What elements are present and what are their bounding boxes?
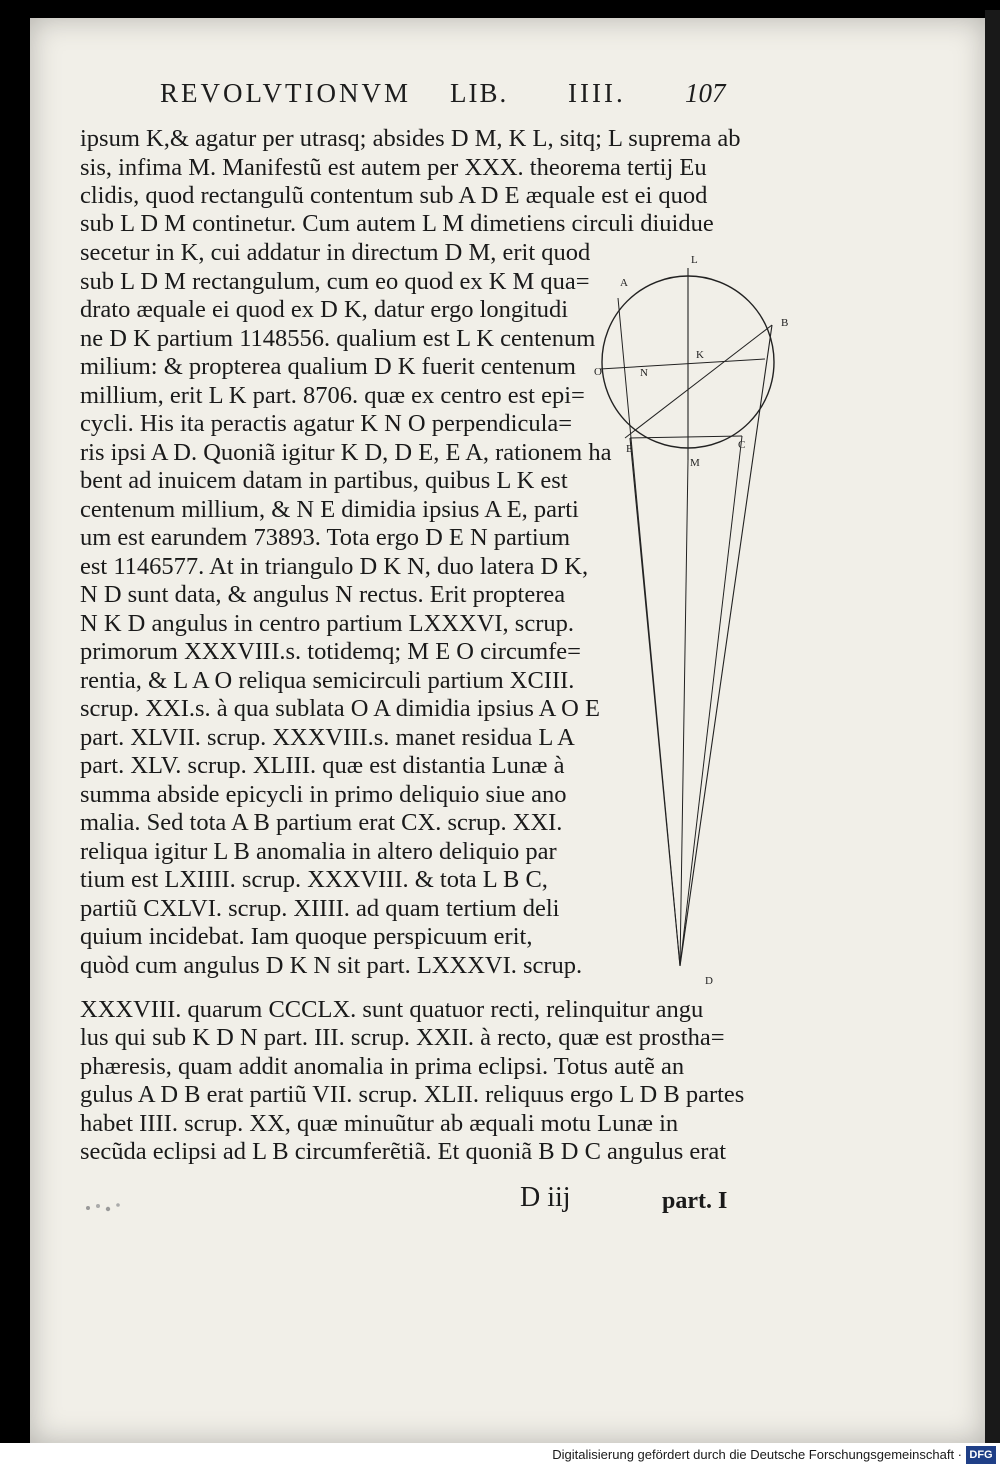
text-line: sis, infima M. Manifestũ est autem per XXX. theorema tertij Eu (80, 154, 707, 181)
text-line: part. XLVII. scrup. XXXVIII.s. manet residua L A (80, 724, 575, 751)
text-line: tium est LXIIII. scrup. XXXVIII. & tota L B C, (80, 866, 548, 893)
label-M: M (690, 457, 700, 469)
text-line: clidis, quod rectangulũ contentum sub A D E æquale est ei quod (80, 182, 708, 209)
text-line: quòd cum angulus D K N sit part. LXXXVI. scrup. (80, 952, 583, 979)
text-line: part. XLV. scrup. XLIII. quæ est distantia Lunæ à (80, 752, 565, 779)
text-line: ris ipsi A D. Quoniã igitur K D, D E, E A, rationem ha (80, 439, 612, 466)
text-line: malia. Sed tota A B partium erat CX. scrup. XXI. (80, 809, 563, 836)
signature-mark: D iij (520, 1182, 571, 1213)
running-header (160, 78, 740, 114)
text-line: partiũ CXLVI. scrup. XIIII. ad quam tertium deli (80, 895, 560, 922)
header-book: IIII. (568, 78, 626, 108)
page-edge (985, 10, 1000, 1450)
text-line: reliqua igitur L B anomalia in altero deliquio par (80, 838, 557, 865)
line-MD (680, 460, 688, 966)
line-BD (680, 325, 772, 966)
text-line: ipsum K,& agatur per utrasq; absides D M, K L, sitq; L suprema ab (80, 125, 741, 152)
text-line: primorum XXXVIII.s. totidemq; M E O circumfe= (80, 638, 581, 665)
text-line: ne D K partium 1148556. qualium est L K centenum (80, 325, 596, 352)
epicycle-diagram (590, 248, 810, 993)
header-title: REVOLVTIONVM (160, 78, 411, 108)
catchword: part. I (662, 1188, 728, 1214)
label-D: D (705, 975, 713, 987)
label-N: N (640, 367, 648, 379)
text-line: millium, erit L K part. 8706. quæ ex centro est epi= (80, 382, 585, 409)
text-line: bent ad inuicem datam in partibus, quibus L K est (80, 467, 568, 494)
diagram-svg (590, 248, 810, 993)
label-K: K (696, 349, 704, 361)
text-line: drato æquale ei quod ex D K, datur ergo longitudi (80, 296, 569, 323)
credit-bar (0, 1443, 1000, 1469)
text-line: phæresis, quam addit anomalia in prima eclipsi. Totus autẽ an (80, 1053, 685, 1080)
line-CD (680, 436, 742, 966)
text-line: centenum millium, & N E dimidia ipsius A E, parti (80, 496, 579, 523)
text-line: cycli. His ita peractis agatur K N O perpendicula= (80, 410, 573, 437)
text-line: milium: & propterea qualium D K fuerit centenum (80, 353, 576, 380)
text-line: rentia, & L A O reliqua semicirculi partium XCIII. (80, 667, 575, 694)
text-line: secetur in K, cui addatur in directum D M, erit quod (80, 239, 591, 266)
text-line: XXXVIII. quarum CCCLX. sunt quatuor recti, relinquitur angu (80, 996, 704, 1023)
text-line: quium incidebat. Iam quoque perspicuum erit, (80, 923, 533, 950)
label-B: B (781, 317, 789, 329)
text-line: sub L D M rectangulum, cum eo quod ex K M qua= (80, 268, 590, 295)
text-line: N K D angulus in centro partium LXXXVI, scrup. (80, 610, 574, 637)
text-line: scrup. XXI.s. à qua sublata O A dimidia ipsius A O E (80, 695, 600, 722)
label-A: A (620, 277, 628, 289)
label-O: O (594, 366, 602, 378)
text-line: sub L D M continetur. Cum autem L M dimetiens circuli diuidue (80, 210, 714, 237)
text-line: um est earundem 73893. Tota ergo D E N partium (80, 524, 570, 551)
line-AD (618, 298, 680, 966)
header-lib: LIB. (450, 78, 509, 108)
text-line: summa abside epicycli in primo deliquio siue ano (80, 781, 567, 808)
text-line: gulus A D B erat partiũ VII. scrup. XLII. reliquus ergo L D B partes (80, 1081, 745, 1108)
text-line: est 1146577. At in triangulo D K N, duo latera D K, (80, 553, 589, 580)
page-number: 107 (685, 78, 726, 108)
label-E: E (626, 443, 633, 455)
text-line: habet IIII. scrup. XX, quæ minuũtur ab æquali motu Lunæ in (80, 1110, 679, 1137)
label-C: C (738, 439, 746, 451)
library-stamp-mark (82, 1196, 128, 1218)
label-L: L (691, 254, 698, 266)
text-line: N D sunt data, & angulus N rectus. Erit propterea (80, 581, 566, 608)
text-line: lus qui sub K D N part. III. scrup. XXII. à recto, quæ est prostha= (80, 1024, 725, 1051)
dfg-logo: DFG (966, 1446, 996, 1464)
credit-text: Digitalisierung gefördert durch die Deutsche Forschungsgemeinschaft · (552, 1447, 962, 1462)
text-line: secũda eclipsi ad L B circumferẽtiã. Et quoniã B D C angulus erat (80, 1138, 727, 1165)
